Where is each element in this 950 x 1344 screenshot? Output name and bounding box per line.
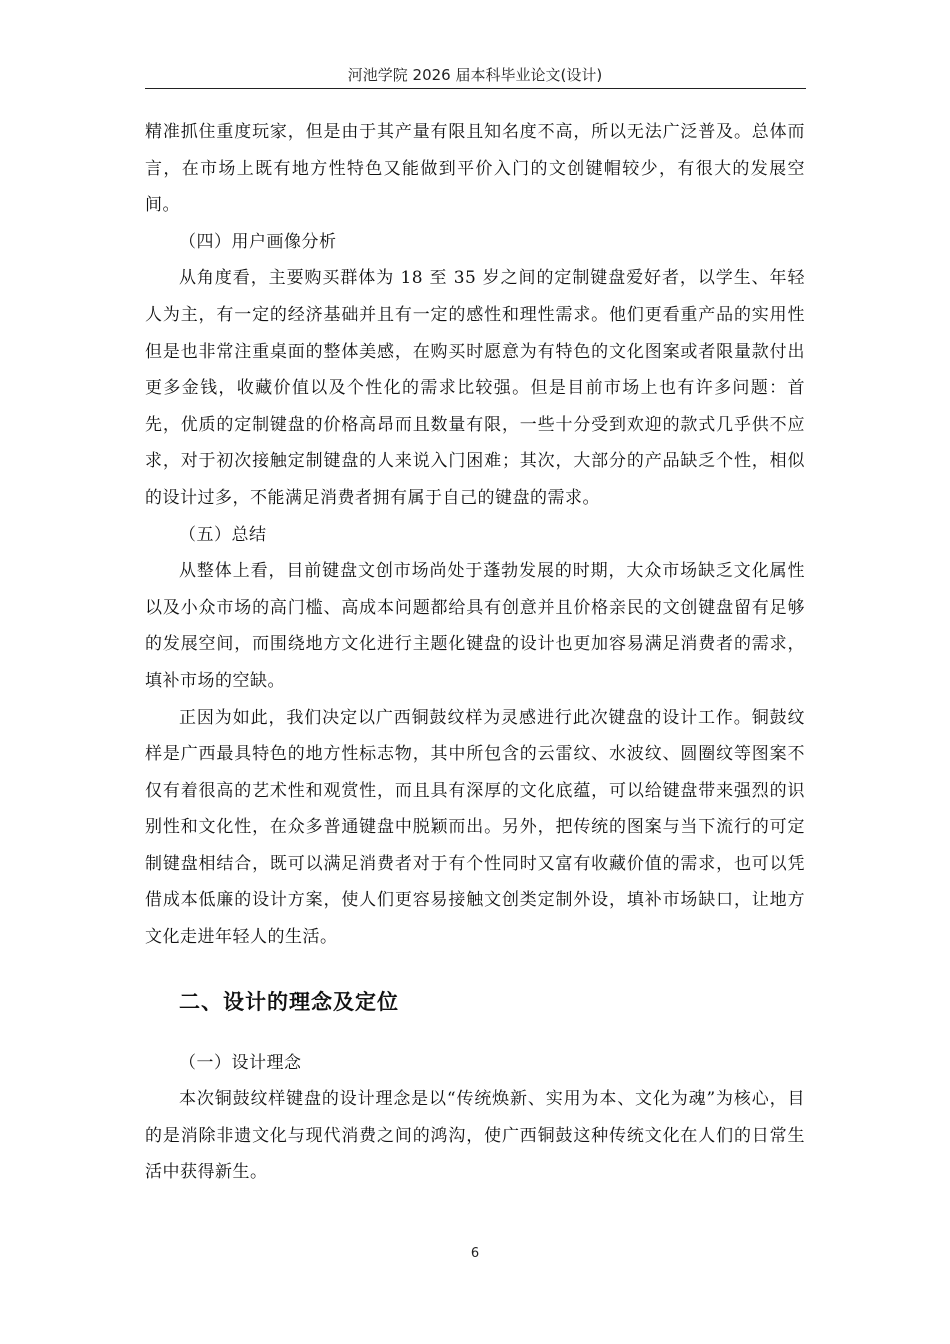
running-header: 河池学院 2026 届本科毕业论文(设计) xyxy=(347,66,603,84)
section-heading-design-concept: （一）设计理念 xyxy=(179,1052,302,1073)
section-heading-summary: （五）总结 xyxy=(179,524,267,545)
spacer xyxy=(145,1017,805,1045)
paragraph-user-profile: 从角度看，主要购买群体为 18 至 35 岁之间的定制键盘爱好者，以学生、年轻人为主，有一定的经济基础并且有一定的感性和理性需求。他们更看重产品的实用性但是也非常注重桌面的整体美感，在购买时愿意为有特色的文化图案或者限量款付出更多金钱，收藏价值以及个性化的需求比较强。但是目前市场上也有许多问题：首先，优质的定制键盘的价格高昂而且数量有限，一些十分受到欢迎的款式几乎供不应求，对于初次接触定制键盘的人来说入门困难；其次，大部分的产品缺乏个性，相似的设计过多，不能满足消费者拥有属于自己的键盘的需求。 xyxy=(145,268,805,508)
page-number: 6 xyxy=(470,1246,480,1261)
header-divider xyxy=(145,88,806,89)
paragraph-design-concept: 本次铜鼓纹样键盘的设计理念是以“传统焕新、实用为本、文化为魂”为核心，目的是消除非遗文化与现代消费之间的鸿沟，使广西铜鼓这种传统文化在人们的日常生活中获得新生。 xyxy=(145,1089,805,1183)
chapter-heading: 二、设计的理念及定位 xyxy=(179,989,399,1014)
paragraph-summary-1: 从整体上看，目前键盘文创市场尚处于蓬勃发展的时期，大众市场缺乏文化属性以及小众市场的高门槛、高成本问题都给具有创意并且价格亲民的文创键盘留有足够的发展空间，而围绕地方文化进行主题化键盘的设计也更加容易满足消费者的需求，填补市场的空缺。 xyxy=(145,561,805,691)
page-body xyxy=(145,114,805,1191)
spacer xyxy=(145,956,805,987)
section-heading-user-profile: （四）用户画像分析 xyxy=(179,231,337,252)
paragraph-summary-2: 正因为如此，我们决定以广西铜鼓纹样为灵感进行此次键盘的设计工作。铜鼓纹样是广西最具特色的地方性标志物，其中所包含的云雷纹、水波纹、圆圈纹等图案不仅有着很高的艺术性和观赏性，而且具有深厚的文化底蕴，可以给键盘带来强烈的识别性和文化性，在众多普通键盘中脱颖而出。另外，把传统的图案与当下流行的可定制键盘相结合，既可以满足消费者对于有个性同时又富有收藏价值的需求，也可以凭借成本低廉的设计方案，使人们更容易接触文创类定制外设，填补市场缺口，让地方文化走进年轻人的生活。 xyxy=(145,707,805,948)
continued-paragraph: 精准抓住重度玩家，但是由于其产量有限且知名度不高，所以无法广泛普及。总体而言，在市场上既有地方性特色又能做到平价入门的文创键帽较少，有很大的发展空间。 xyxy=(145,122,805,216)
